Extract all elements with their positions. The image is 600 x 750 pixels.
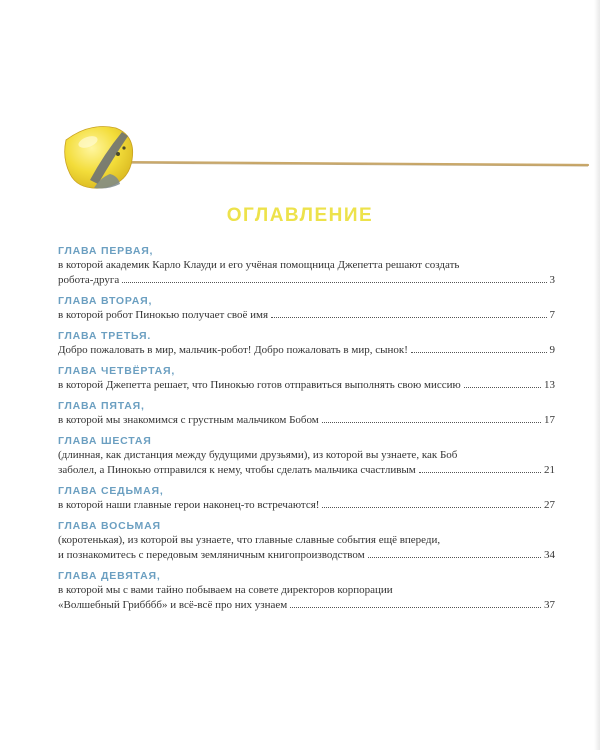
dot-leader	[368, 557, 541, 558]
toc-entry[interactable]	[58, 484, 555, 513]
page-number: 21	[544, 464, 555, 476]
page-edge	[594, 0, 600, 750]
lemon-on-skewer-illustration	[60, 118, 590, 198]
toc-entry[interactable]	[58, 329, 555, 358]
chapter-last-line	[58, 498, 555, 513]
page-number: 7	[549, 309, 555, 321]
page-number: 17	[544, 414, 555, 426]
chapter-description-line: в которой мы с вами тайно побываем на совете директоров корпорации	[58, 584, 393, 596]
chapter-heading: ГЛАВА ЧЕТВЁРТАЯ,	[58, 365, 176, 377]
toc-entry[interactable]	[58, 399, 555, 428]
chapter-last-line	[58, 343, 555, 358]
chapter-heading: ГЛАВА ПЯТАЯ,	[58, 400, 145, 412]
dot-leader	[464, 387, 541, 388]
chapter-last-line	[58, 378, 555, 393]
dot-leader	[322, 507, 541, 508]
chapter-heading: ГЛАВА ПЕРВАЯ,	[58, 245, 154, 257]
chapter-description-text: в которой робот Пинокью получает своё имя	[58, 309, 269, 321]
chapter-heading: ГЛАВА ВОСЬМАЯ	[58, 520, 161, 532]
chapter-description-text: Добро пожаловать в мир, мальчик-робот! Добро пожаловать в мир, сынок!	[58, 344, 408, 356]
dot-leader	[419, 472, 541, 473]
chapter-last-line	[58, 598, 555, 613]
toc-entry[interactable]	[58, 569, 555, 613]
toc-entry[interactable]	[58, 364, 555, 393]
toc-title: ОГЛАВЛЕНИЕ	[226, 205, 374, 226]
chapter-heading: ГЛАВА ШЕСТАЯ	[58, 435, 152, 447]
chapter-last-line	[58, 308, 555, 323]
chapter-description-text: робота-друга	[58, 274, 120, 286]
chapter-last-line	[58, 413, 555, 428]
chapter-description-text: в которой наши главные герои наконец-то встречаются!	[58, 499, 320, 511]
chapter-description-text: заболел, а Пинокью отправился к нему, чтобы сделать мальчика счастливым	[58, 464, 416, 476]
chapter-last-line	[58, 463, 555, 478]
dot-leader	[322, 422, 541, 423]
dot-leader	[290, 607, 541, 608]
toc-entry[interactable]	[58, 294, 555, 323]
chapter-heading: ГЛАВА ДЕВЯТАЯ,	[58, 570, 161, 582]
chapter-heading: ГЛАВА ТРЕТЬЯ.	[58, 330, 152, 342]
chapter-heading: ГЛАВА СЕДЬМАЯ,	[58, 485, 164, 497]
page-number: 37	[544, 599, 555, 611]
dot-leader	[122, 282, 546, 283]
page-number: 3	[549, 274, 555, 286]
chapter-description-line: (длинная, как дистанция между будущими друзьями), из которой вы узнаете, как Боб	[58, 449, 458, 461]
chapter-description-text: и познакомитесь с передовым земляничным книгопроизводством	[58, 549, 365, 561]
page-number: 34	[544, 549, 555, 561]
chapter-description-text: в которой Джепетта решает, что Пинокью готов отправиться выполнять свою миссию	[58, 379, 461, 391]
chapter-description-text: в которой мы знакомимся с грустным мальчиком Бобом	[58, 414, 319, 426]
chapter-description-line: в которой академик Карло Клауди и его учёная помощница Джепетта решают создать	[58, 259, 460, 271]
dot-leader	[411, 352, 547, 353]
chapter-last-line	[58, 548, 555, 563]
toc-entry[interactable]	[58, 519, 555, 563]
page-number: 9	[549, 344, 555, 356]
chapter-description-line: (коротенькая), из которой вы узнаете, что главные славные события ещё впереди,	[58, 534, 441, 546]
chapter-description-text: «Волшебный Грибббб» и всё-всё про них узнаем	[58, 599, 288, 611]
page-number: 13	[544, 379, 555, 391]
page-number: 27	[544, 499, 555, 511]
toc-entry[interactable]	[58, 434, 555, 478]
chapter-last-line	[58, 273, 555, 288]
dot-leader	[271, 317, 546, 318]
table-of-contents	[58, 244, 555, 619]
chapter-heading: ГЛАВА ВТОРАЯ,	[58, 295, 153, 307]
toc-entry[interactable]	[58, 244, 555, 288]
